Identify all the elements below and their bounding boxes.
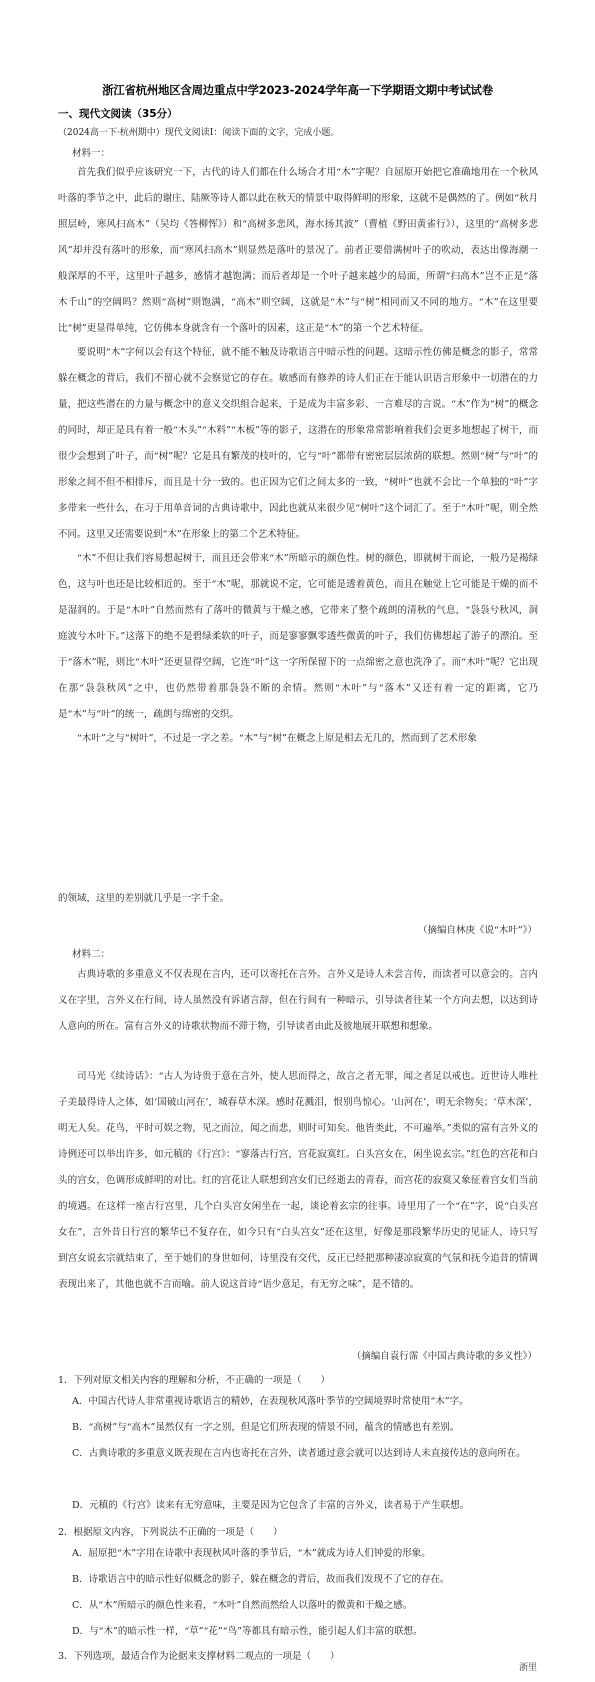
- intro-line: （2024高一下·杭州期中）现代文阅读Ⅰ：阅读下面的文字，完成小题。: [58, 128, 340, 138]
- material2-paragraph: 古典诗歌的多重意义不仅表现在言内，还可以寄托在言外。言外义是诗人未尝言传，而读者可以意会的。言内义在字里，言外义在行间，诗人虽然没有诉诸言辞，但在行间有一种暗示，引导读者往某一个方向去想，以达到诗人意向的所在。富有言外义的诗歌状物而不滞于物，引导读者由此及彼地展开联想和想象。: [58, 969, 538, 1032]
- material1-continuation: 的领域，这里的差别就几乎是一字千金。: [58, 893, 230, 904]
- material2-label: 材料二：: [72, 949, 111, 960]
- question-1-option-d: D．元稹的《行宫》读来有无穷意味，主要是因为它包含了丰富的言外义，读者易于产生联想。: [72, 1500, 470, 1511]
- question-3-stem: 3．下列选项，最适合作为论据来支撑材料二观点的一项是（ ）: [58, 1651, 340, 1662]
- question-1-option-c: C．古典诗歌的多重意义既表现在言内也寄托在言外，读者通过意会就可以达到诗人未直接传达的意向所在。: [72, 1448, 526, 1459]
- question-2-option-a: A．屈原把“木”字用在诗歌中表现秋风叶落的季节后，“木”就成为诗人们钟爱的形象。: [72, 1548, 431, 1559]
- material2-paragraph: 司马光《续诗话》：“古人为诗贵于意在言外，使人思而得之，故言之者无罪，闻之者足以戒也。近世诗人唯杜子美最得诗人之体，如‘国破山河在’，城春草木深。感时花溅泪，恨别鸟惊心。‘山河在’，明无余物矣；‘草木深’，明无人矣。花鸟，平时可娱之物，见之而泣，闻之而悲，则时可知矣。他皆类此，不可遍举。”类似的富有言外义的诗例还可以举出许多，如元稹的《行宫》：“寥落古行宫，宫花寂寞红。白头宫女在，闲坐说玄宗。”红色的宫花和白头的宫女，色调形成鲜明的对比。红的宫花让人联想到宫女们已经逝去的青春，而宫花的寂寞又象征着宫女们当前的境遇。在这样一座古行宫里，几个白头宫女闲坐在一起，谈论着玄宗的往事。诗里用了一个“在”字，说“白头宫女在”，言外昔日行宫的繁华已不复存在，如今只有“白头宫女”还在这里，好像是那段繁华历史的见证人，诗只写到宫女说玄宗就结束了，至于她们的身世如何，诗里没有交代，反正已经把那种凄凉寂寞的气氛和抚今追昔的情调表现出来了，其他也就不言而喻。前人说这首诗“语少意足，有无穷之味”，是不错的。: [58, 1071, 538, 1290]
- question-2-option-d: D．与“木”的暗示性一样，“草”“花”“鸟”等都具有暗示性，能引起人们丰富的联想。: [72, 1626, 423, 1637]
- question-1-option-a: A．中国古代诗人非常重视诗歌语言的精妙，在表现秋风落叶季节的空阔境界时常使用“木”字。: [72, 1396, 469, 1407]
- material1-paragraph: 首先我们似乎应该研究一下，古代的诗人们都在什么场合才用“木”字呢？自屈原开始把它准确地用在一个秋风叶落的季节之中，此后的谢庄、陆厥等诗人都以此在秋天的情景中取得鲜明的形象，这就不是偶然的了。例如“秋月照层岭，寒风扫高木”（吴均《答柳恽》）和“高树多悲风，海水扬其波”（曹植《野田黄雀行》），这里的“高树多悲风”却并没有落叶的形象，而“寒风扫高木”则显然是落叶的景况了。前者正要借满树叶子的吹动，表达出像海潮一般深厚的不平，这里叶子越多，感情才越饱满；而后者却是一个叶子越来越少的局面，所谓“扫高木”岂不正是“落木千山”的空阔吗？然则“高树”则饱满，“高木”则空阔，这就是“木”与“树”相同而又不同的地方。“木”在这里要比“树”更显得单纯，它仿佛本身就含有一个落叶的因素，这正是“木”的第一个艺术特征。: [58, 167, 538, 334]
- material1-paragraph: 要说明“木”字何以会有这个特征，就不能不触及诗歌语言中暗示性的问题。这暗示性仿佛是概念的影子，常常躲在概念的背后，我们不留心就不会察觉它的存在。敏感而有修养的诗人们正在于能认识语言形象中一切潜在的力量，把这些潜在的力量与概念中的意义交织组合起来，于是成为丰富多彩、一言难尽的言说。“木”作为“树”的概念的同时，却正是具有着一般“木头”“木料”“木板”等的影子，这潜在的形象常常影响着我们会更多地想起了树干，而很少会想到了叶子，而“树”呢？它是具有繁茂的枝叶的，它与“叶”都带有密密层层浓荫的联想。然则“树”与“叶”的形象之间不但不相排斥，而且是十分一致的。也正因为它们之间太多的一致，“树叶”也就不会比一个单独的“叶”字多带来一些什么，在习于用单音词的古典诗歌中，因此也就从来很少见“树叶”这个词汇了。至于“木叶”呢，则全然不同。这里又还需要说到“木”在形象上的第二个艺术特征。: [58, 347, 538, 540]
- material1-paragraph: “木叶”之与“树叶”，不过是一字之差。“木”与“树”在概念上原是相去无几的，然而到了艺术形象: [77, 733, 477, 744]
- material1-source: （摘编自林庚《说“木叶”》）: [418, 925, 537, 936]
- section-heading: 一、现代文阅读（35分）: [58, 108, 178, 120]
- material1-label: 材料一：: [72, 148, 111, 159]
- question-1-stem: 1．下列对原文相关内容的理解和分析，不正确的一项是（ ）: [58, 1375, 331, 1386]
- footer-text: 浙里: [518, 1663, 537, 1673]
- question-1-option-b: B．“高树”与“高木”虽然仅有一字之别，但是它们所表现的情景不同，蕴含的情感也有差别。: [72, 1422, 460, 1433]
- material1-paragraph: “木”不但让我们容易想起树干，而且还会带来“木”所暗示的颜色性。树的颜色，即就树干而论，一般乃是褐绿色，这与叶也还是比较相近的。至于“木”呢，那就说不定，它可能是透着黄色，而且在触觉上它可能是干燥的而不是湿润的。于是“木叶”自然而然有了落叶的微黄与干燥之感，它带来了整个疏朗的清秋的气息，“袅袅兮秋风，洞庭波兮木叶下。”这落下的绝不是碧绿柔软的叶子，而是寥寥飘零透些微黄的叶子，我们仿佛想起了游子的漂泊。至于“落木”呢，则比“木叶”还更显得空阔，它连“叶”这一字所保留下的一点绵密之意也洗净了。而“木叶”呢？它出现在那“袅袅秋风”之中，也仍然带着那袅袅不断的余情。然则“木叶”与“落木”又还有着一定的距离，它乃是“木”与“叶”的统一，疏朗与绵密的交织。: [58, 553, 538, 720]
- page-title: 浙江省杭州地区含周边重点中学2023-2024学年高一下学期语文期中考试试卷: [102, 83, 493, 97]
- question-2-option-c: C．从“木”所暗示的颜色性来看，“木叶”自然而然给人以落叶的微黄和干燥之感。: [72, 1600, 413, 1611]
- material2-source: （摘编自袁行霈《中国古典诗歌的多义性》）: [351, 1351, 537, 1362]
- question-2-option-b: B．诗歌语言中的暗示性好似概念的影子，躲在概念的背后，故而我们发现不了它的存在。: [72, 1574, 450, 1585]
- question-2-stem: 2．根据原文内容，下列说法不正确的一项是（ ）: [58, 1527, 283, 1538]
